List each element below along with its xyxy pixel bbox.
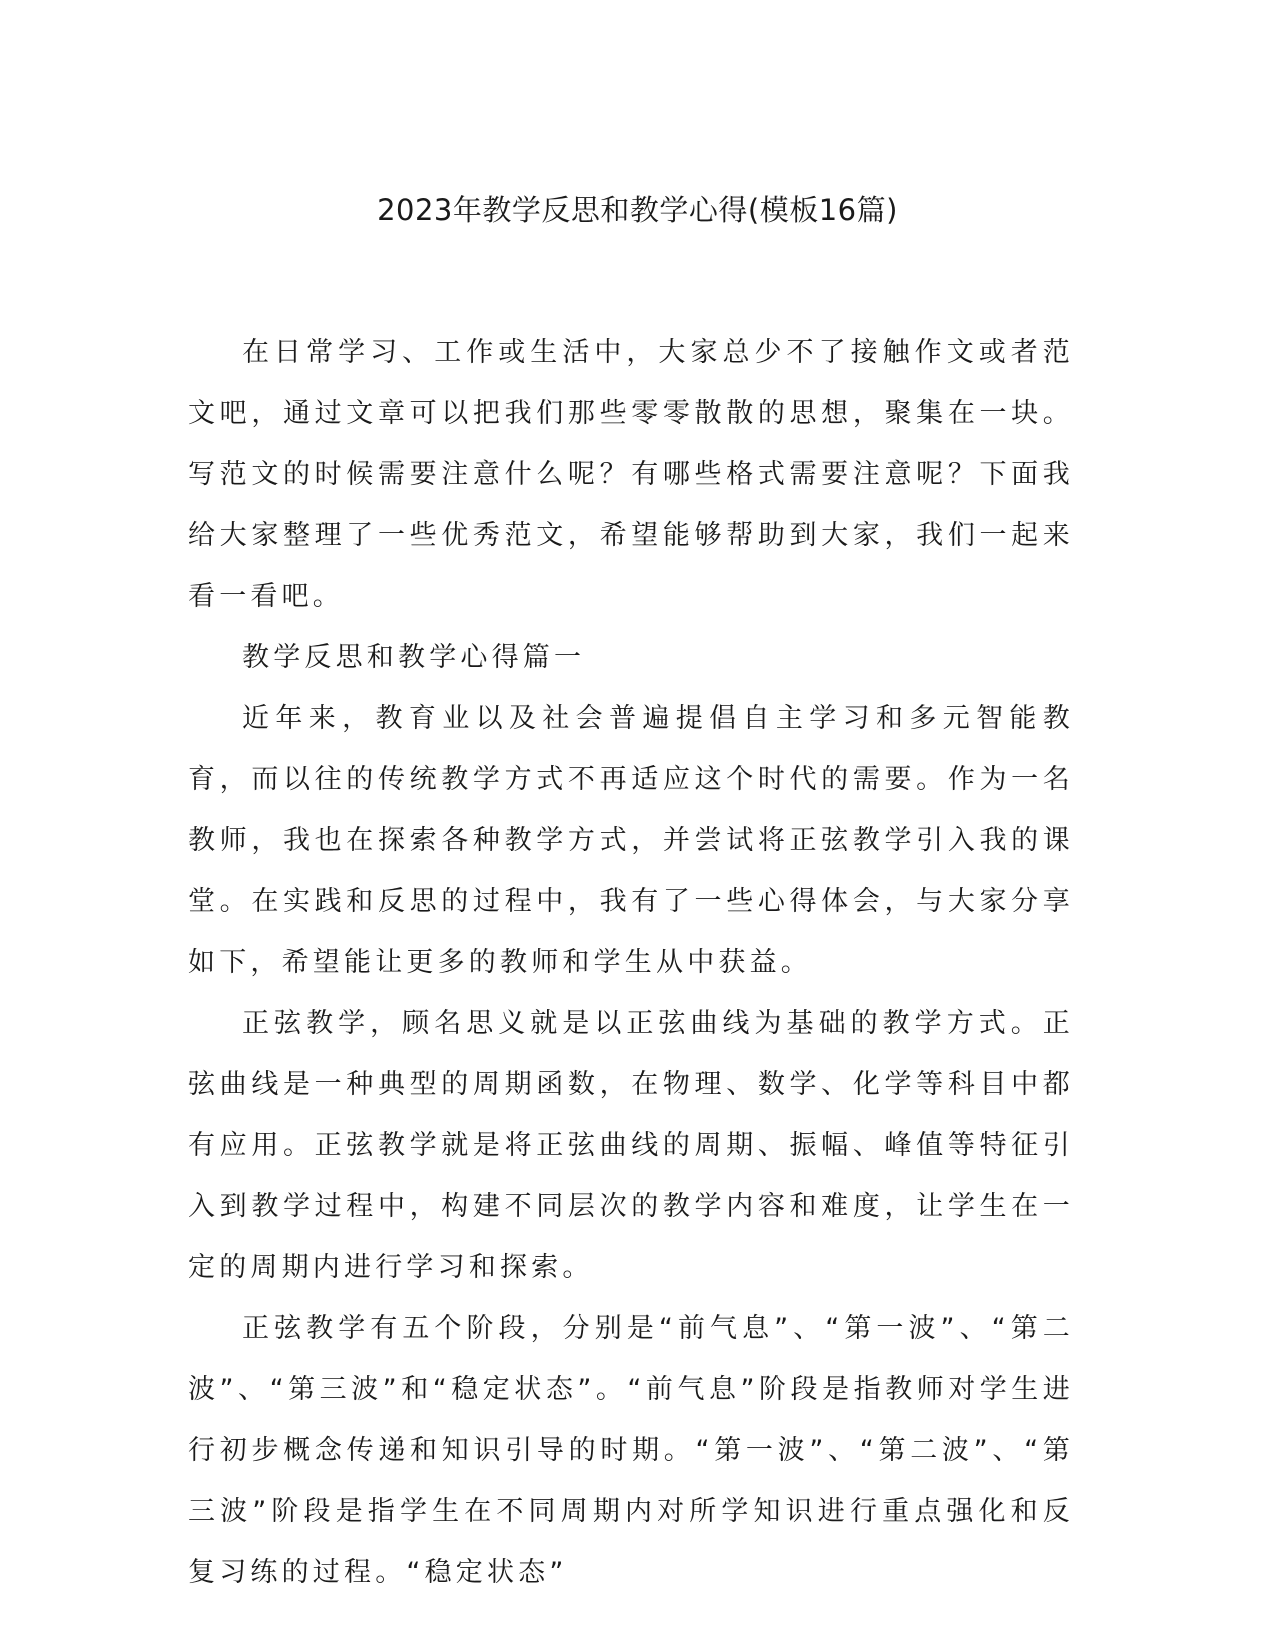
body-paragraph: 正弦教学，顾名思义就是以正弦曲线为基础的教学方式。正弦曲线是一种典型的周期函数，在物理、数学、化学等科目中都有应用。正弦教学就是将正弦曲线的周期、振幅、峰值等特征引入到教学过程中，构建不同层次的教学内容和难度，让学生在一定的周期内进行学习和探索。 [188, 1008, 1074, 1283]
document-title: 2023年教学反思和教学心得(模板16篇) [377, 193, 898, 227]
intro-paragraph: 在日常学习、工作或生活中，大家总少不了接触作文或者范文吧，通过文章可以把我们那些零零散散的思想，聚集在一块。写范文的时候需要注意什么呢？有哪些格式需要注意呢？下面我给大家整理了一些优秀范文，希望能够帮助到大家，我们一起来看一看吧。 [188, 337, 1074, 612]
body-paragraph: 近年来，教育业以及社会普遍提倡自主学习和多元智能教育，而以往的传统教学方式不再适应这个时代的需要。作为一名教师，我也在探索各种教学方式，并尝试将正弦教学引入我的课堂。在实践和反思的过程中，我有了一些心得体会，与大家分享如下，希望能让更多的教师和学生从中获益。 [188, 703, 1074, 978]
body-paragraph: 正弦教学有五个阶段，分别是“前气息”、“第一波”、“第二波”、“第三波”和“稳定状态”。“前气息”阶段是指教师对学生进行初步概念传递和知识引导的时期。“第一波”、“第二波”、“第三波”阶段是指学生在不同周期内对所学知识进行重点强化和反复习练的过程。“稳定状态” [188, 1313, 1074, 1588]
section-heading: 教学反思和教学心得篇一 [242, 642, 586, 673]
document-body [188, 322, 1074, 1603]
